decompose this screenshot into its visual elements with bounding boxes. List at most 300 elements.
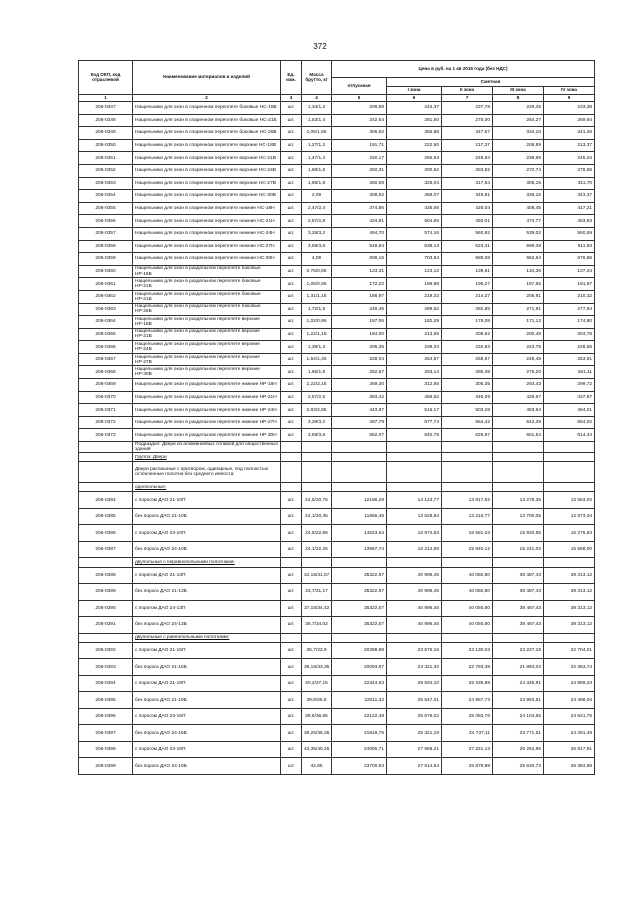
zone2-price-cell: 564,42 <box>442 416 493 429</box>
unit-cell: шт. <box>281 215 302 228</box>
release-price-cell: 22344,63 <box>332 675 387 692</box>
mass-cell: 1,38/1,3 <box>302 341 332 354</box>
unit-cell: шт. <box>281 139 302 152</box>
zone3-price-cell: 264,27 <box>493 114 544 127</box>
mass-cell: 3,69/3,6 <box>302 240 332 253</box>
name-cell: Нащельники для окон в спаренном переплете нижние НС-21Н <box>133 215 281 228</box>
zone4-price-cell: 24 281,49 <box>544 725 595 742</box>
release-price-cell: 23700,83 <box>332 758 387 775</box>
unit-cell: шт. <box>281 600 302 617</box>
unit-cell: шт. <box>281 725 302 742</box>
zone4-price-cell: 213,37 <box>544 139 595 152</box>
section-empty-cell <box>442 453 493 462</box>
zone1-price-cell: 255,53 <box>387 152 442 165</box>
unit-cell: шт. <box>281 316 302 329</box>
zone1-price-cell: 219,33 <box>387 290 442 303</box>
code-cell: 206-0366 <box>79 341 133 354</box>
table-row <box>79 508 595 525</box>
zone1-price-cell: 25 934,10 <box>387 675 442 692</box>
unit-cell: шт. <box>281 253 302 266</box>
table-body <box>79 102 595 775</box>
zone3-price-cell: 542,39 <box>493 416 544 429</box>
zone4-price-cell: 417,21 <box>544 202 595 215</box>
name-cell: Нащельники для окон в раздельном переплете боковые НР-18Б <box>133 265 281 278</box>
code-cell: 206-0349 <box>79 127 133 140</box>
zone4-price-cell: 614,44 <box>544 429 595 442</box>
zone2-price-cell: 283,82 <box>442 164 493 177</box>
mass-cell: 1,05/0,95 <box>302 278 332 291</box>
zone1-price-cell: 238,33 <box>387 341 442 354</box>
release-price-cell: 269,30 <box>332 379 387 392</box>
section-empty-cell <box>332 442 387 453</box>
mass-cell: 2,87/2,8 <box>302 215 332 228</box>
release-price-cell: 228,04 <box>332 353 387 366</box>
zone2-price-cell: 446,09 <box>442 391 493 404</box>
header-mass: Масса брутто, кг <box>302 61 332 95</box>
zone3-price-cell: 271,81 <box>493 303 544 316</box>
mass-cell: 1,68/1,6 <box>302 164 332 177</box>
zone2-price-cell: 13 817,52 <box>442 492 493 509</box>
section-empty-cell <box>493 483 544 492</box>
code-cell: 206-0373 <box>79 429 133 442</box>
code-cell: 206-0391 <box>79 617 133 634</box>
mass-cell: 39,25/36,35 <box>302 725 332 742</box>
zone3-price-cell: 187,65 <box>493 278 544 291</box>
zone3-price-cell: 539,02 <box>493 227 544 240</box>
zone4-price-cell: 269,94 <box>544 114 595 127</box>
section-code-cell <box>79 453 133 462</box>
section-empty-cell <box>544 442 595 453</box>
zone4-price-cell: 494,01 <box>544 404 595 417</box>
name-cell: с порогом ДАО 24-19П <box>133 741 281 758</box>
code-cell: 206-0389 <box>79 584 133 601</box>
zone3-price-cell: 38 487,43 <box>493 567 544 584</box>
zone2-price-cell: 232,83 <box>442 341 493 354</box>
zone1-price-cell: 40 996,45 <box>387 600 442 617</box>
code-cell: 206-0365 <box>79 328 133 341</box>
name-cell: Нащельники для окон в раздельном переплете нижние НР-18Н <box>133 379 281 392</box>
table-row <box>79 692 595 709</box>
zone2-price-cell: 493,01 <box>442 215 493 228</box>
name-cell: с порогом ДАО 21-10П <box>133 492 281 509</box>
release-price-cell: 552,07 <box>332 429 387 442</box>
zone3-price-cell: 38 487,43 <box>493 600 544 617</box>
unit-cell: шт. <box>281 584 302 601</box>
zone3-price-cell: 208,89 <box>493 139 544 152</box>
section-empty-cell <box>544 483 595 492</box>
code-cell: 206-0399 <box>79 758 133 775</box>
mass-cell: 3,29/3,2 <box>302 416 332 429</box>
name-cell: с порогом ДАО 24-15П <box>133 708 281 725</box>
unit-cell: шт. <box>281 227 302 240</box>
mass-cell: 22,5/20,75 <box>302 492 332 509</box>
zone3-price-cell: 15 241,02 <box>493 541 544 558</box>
zone1-price-cell: 290,52 <box>387 164 442 177</box>
section-row <box>79 453 595 462</box>
unit-cell: шт. <box>281 102 302 115</box>
header-col-number: 8 <box>493 95 544 102</box>
zone1-price-cell: 25 547,01 <box>387 692 442 709</box>
zone1-price-cell: 293,14 <box>387 366 442 379</box>
zone1-price-cell: 23 321,32 <box>387 659 442 676</box>
unit-cell: шт. <box>281 127 302 140</box>
unit-cell: шт. <box>281 675 302 692</box>
section-code-cell <box>79 558 133 567</box>
zone1-price-cell: 27 968,21 <box>387 741 442 758</box>
section-empty-cell <box>387 453 442 462</box>
section-empty-cell <box>544 558 595 567</box>
unit-cell: шт. <box>281 416 302 429</box>
unit-cell: шт. <box>281 567 302 584</box>
zone4-price-cell: 39 313,12 <box>544 600 595 617</box>
code-cell: 206-0372 <box>79 416 133 429</box>
zone3-price-cell: 239,89 <box>493 152 544 165</box>
name-cell: Нащельники для окон в спаренном переплете верхние НС-18В <box>133 139 281 152</box>
section-empty-cell <box>332 453 387 462</box>
code-cell: 206-0356 <box>79 215 133 228</box>
zone4-price-cell: 24 621,75 <box>544 708 595 725</box>
table-row <box>79 416 595 429</box>
zone1-price-cell: 504,65 <box>387 215 442 228</box>
unit-cell: шт. <box>281 708 302 725</box>
section-empty-cell <box>442 442 493 453</box>
zone3-price-cell: 336,16 <box>493 190 544 203</box>
name-cell: Нащельники для окон в раздельном переплете верхние НР-30В <box>133 366 281 379</box>
mass-cell: 39,6/36,6 <box>302 692 332 709</box>
code-cell: 206-0370 <box>79 391 133 404</box>
name-cell: без порога ДАО 21-13Б <box>133 584 281 601</box>
release-price-cell: 250,31 <box>332 164 387 177</box>
zone3-price-cell: 200,48 <box>493 328 544 341</box>
zone1-price-cell: 640,75 <box>387 429 442 442</box>
zone3-price-cell: 293,43 <box>493 379 544 392</box>
zone4-price-cell: 15 568,00 <box>544 541 595 558</box>
section-empty-cell <box>387 633 442 642</box>
code-cell: 206-0361 <box>79 278 133 291</box>
code-cell: 206-0354 <box>79 190 133 203</box>
mass-cell: 3,28/3,2 <box>302 227 332 240</box>
table-row <box>79 102 595 115</box>
zone4-price-cell: 277,64 <box>544 303 595 316</box>
zone3-price-cell: 408,45 <box>493 202 544 215</box>
code-cell: 206-0384 <box>79 492 133 509</box>
zone2-price-cell: 349,81 <box>442 190 493 203</box>
zone2-price-cell: 13 216,77 <box>442 508 493 525</box>
table-row <box>79 278 595 291</box>
code-cell: 206-0367 <box>79 353 133 366</box>
code-cell: 206-0388 <box>79 567 133 584</box>
zone4-price-cell: 174,80 <box>544 316 595 329</box>
zone2-price-cell: 237,78 <box>442 102 493 115</box>
release-price-cell: 393,42 <box>332 391 387 404</box>
header-release: отпускная <box>332 78 387 95</box>
code-cell: 206-0359 <box>79 253 133 266</box>
table-row <box>79 600 595 617</box>
header-col-number: 5 <box>332 95 387 102</box>
mass-cell: 1,22/1,15 <box>302 328 332 341</box>
release-price-cell: 306,62 <box>332 127 387 140</box>
zone4-price-cell: 299,72 <box>544 379 595 392</box>
zone1-price-cell: 289,52 <box>387 303 442 316</box>
unit-cell: шт. <box>281 290 302 303</box>
release-price-cell: 220,17 <box>332 152 387 165</box>
zone4-price-cell: 22 704,01 <box>544 642 595 659</box>
zone2-price-cell: 275,00 <box>442 114 493 127</box>
unit-cell: шт. <box>281 190 302 203</box>
unit-cell: шт. <box>281 692 302 709</box>
release-price-cell: 549,84 <box>332 240 387 253</box>
section-empty-cell <box>544 633 595 642</box>
zone1-price-cell: 143,12 <box>387 265 442 278</box>
section-row <box>79 558 595 567</box>
release-price-cell: 252,57 <box>332 366 387 379</box>
code-cell: 206-0395 <box>79 692 133 709</box>
zone2-price-cell: 258,57 <box>442 353 493 366</box>
release-price-cell: 22011,32 <box>332 692 387 709</box>
release-price-cell: 188,97 <box>332 290 387 303</box>
code-cell: 206-0360 <box>79 265 133 278</box>
zone1-price-cell: 27 514,64 <box>387 758 442 775</box>
zone2-price-cell: 15 840,12 <box>442 541 493 558</box>
name-cell: Нащельники для окон в спаренном переплете боковые НС-28Б <box>133 127 281 140</box>
zone2-price-cell: 217,37 <box>442 139 493 152</box>
section-code-cell <box>79 442 133 453</box>
mass-cell: 1,72/1,5 <box>302 303 332 316</box>
header-col-number: 3 <box>281 95 302 102</box>
section-empty-cell <box>302 453 332 462</box>
zone1-price-cell: 358,07 <box>387 190 442 203</box>
zone2-price-cell: 249,64 <box>442 152 493 165</box>
zone4-price-cell: 26 384,88 <box>544 758 595 775</box>
unit-cell: шт. <box>281 278 302 291</box>
section-empty-cell <box>442 483 493 492</box>
zone1-price-cell: 16 214,59 <box>387 541 442 558</box>
zone2-price-cell: 623,41 <box>442 240 493 253</box>
unit-cell: шт. <box>281 164 302 177</box>
release-price-cell: 172,22 <box>332 278 387 291</box>
name-cell: без порога ДАО 21-10Б <box>133 508 281 525</box>
section-title: двупольные с равнопольными полотнами: <box>133 633 281 642</box>
section-code-cell <box>79 633 133 642</box>
code-cell: 206-0397 <box>79 725 133 742</box>
name-cell: без порога ДАО 24-10Б <box>133 541 281 558</box>
code-cell: 206-0364 <box>79 316 133 329</box>
table-row <box>79 492 595 509</box>
header-name: Наименование материалов и изделий <box>133 61 281 95</box>
zone4-price-cell: 137,24 <box>544 265 595 278</box>
table-row <box>79 429 595 442</box>
release-price-cell: 494,70 <box>332 227 387 240</box>
release-price-cell: 13967,74 <box>332 541 387 558</box>
section-empty-cell <box>281 462 302 483</box>
code-cell: 206-0363 <box>79 303 133 316</box>
zone4-price-cell: 13 563,02 <box>544 492 595 509</box>
zone2-price-cell: 347,67 <box>442 127 493 140</box>
section-empty-cell <box>302 442 332 453</box>
mass-cell: 36,7/34,02 <box>302 617 332 634</box>
zone4-price-cell: 22 363,74 <box>544 659 595 676</box>
mass-cell: 2,05/1,85 <box>302 127 332 140</box>
header-col-number: 9 <box>544 95 595 102</box>
release-price-cell: 497,79 <box>332 416 387 429</box>
unit-cell: шт. <box>281 492 302 509</box>
release-price-cell: 22122,48 <box>332 708 387 725</box>
section-code-cell <box>79 462 133 483</box>
zone4-price-cell: 311,70 <box>544 177 595 190</box>
zone1-price-cell: 25 676,02 <box>387 708 442 725</box>
table-row <box>79 617 595 634</box>
unit-cell: шт. <box>281 617 302 634</box>
zone1-price-cell: 16 972,53 <box>387 525 442 542</box>
table-row <box>79 341 595 354</box>
unit-cell: шт. <box>281 152 302 165</box>
zone2-price-cell: 40 050,80 <box>442 584 493 601</box>
section-empty-cell <box>544 462 595 483</box>
zone4-price-cell: 278,58 <box>544 164 595 177</box>
table-row <box>79 379 595 392</box>
table-row <box>79 758 595 775</box>
release-price-cell: 157,06 <box>332 316 387 329</box>
unit-cell: шт. <box>281 429 302 442</box>
section-empty-cell <box>387 483 442 492</box>
table-row <box>79 316 595 329</box>
table-row <box>79 127 595 140</box>
zone1-price-cell: 325,04 <box>387 177 442 190</box>
header-col-number: 4 <box>302 95 332 102</box>
table-row <box>79 227 595 240</box>
release-price-cell: 35322,57 <box>332 617 387 634</box>
release-price-cell: 374,86 <box>332 202 387 215</box>
zone3-price-cell: 23 771,51 <box>493 725 544 742</box>
unit-cell: шт. <box>281 114 302 127</box>
zone3-price-cell: 248,48 <box>493 353 544 366</box>
release-price-cell: 280,08 <box>332 177 387 190</box>
code-cell: 206-0386 <box>79 525 133 542</box>
table-row <box>79 253 595 266</box>
unit-cell: шт. <box>281 240 302 253</box>
zone3-price-cell: 24 104,65 <box>493 708 544 725</box>
table-row <box>79 177 595 190</box>
code-cell: 206-0353 <box>79 177 133 190</box>
table-row <box>79 642 595 659</box>
table-row <box>79 114 595 127</box>
zone2-price-cell: 208,62 <box>442 328 493 341</box>
zone3-price-cell: 272,74 <box>493 164 544 177</box>
zone3-price-cell: 229,45 <box>493 102 544 115</box>
zone4-price-cell: 437,87 <box>544 391 595 404</box>
table-row <box>79 708 595 725</box>
code-cell: 206-0351 <box>79 152 133 165</box>
release-price-cell: 12186,28 <box>332 492 387 509</box>
name-cell: Нащельники для окон в раздельном переплете нижние НР-30Н <box>133 429 281 442</box>
release-price-cell: 11656,45 <box>332 508 387 525</box>
section-empty-cell <box>442 462 493 483</box>
header-col-number: 6 <box>387 95 442 102</box>
section-empty-cell <box>281 633 302 642</box>
zone3-price-cell: 601,54 <box>493 429 544 442</box>
zone4-price-cell: 245,04 <box>544 152 595 165</box>
zone1-price-cell: 638,13 <box>387 240 442 253</box>
mass-cell: 1,02/0,95 <box>302 316 332 329</box>
code-cell: 206-0394 <box>79 675 133 692</box>
zone2-price-cell: 214,27 <box>442 290 493 303</box>
section-empty-cell <box>493 453 544 462</box>
table-row <box>79 659 595 676</box>
zone2-price-cell: 16 581,03 <box>442 525 493 542</box>
zone3-price-cell: 473,77 <box>493 215 544 228</box>
mass-cell: 1,47/1,4 <box>302 152 332 165</box>
zone4-price-cell: 483,93 <box>544 215 595 228</box>
name-cell: Нащельники для окон в спаренном переплете верхние НС-30В <box>133 190 281 203</box>
name-cell: с порогом ДАО 24-10П <box>133 525 281 542</box>
zone4-price-cell: 281,11 <box>544 366 595 379</box>
zone4-price-cell: 676,86 <box>544 253 595 266</box>
section-empty-cell <box>302 462 332 483</box>
code-cell: 206-0350 <box>79 139 133 152</box>
zone2-price-cell: 689,08 <box>442 253 493 266</box>
zone3-price-cell: 38 487,43 <box>493 584 544 601</box>
section-row <box>79 462 595 483</box>
zone1-price-cell: 577,74 <box>387 416 442 429</box>
name-cell: Нащельники для окон в раздельном переплете боковые НР-21Б <box>133 290 281 303</box>
zone4-price-cell: 550,59 <box>544 227 595 240</box>
table-row <box>79 215 595 228</box>
name-cell: с порогом ДАО 21-19П <box>133 675 281 692</box>
release-price-cell: 14623,54 <box>332 525 387 542</box>
name-cell: Нащельники для окон в спаренном переплете нижние НС-27Н <box>133 240 281 253</box>
zone1-price-cell: 199,89 <box>387 278 442 291</box>
release-price-cell: 249,45 <box>332 303 387 316</box>
section-empty-cell <box>493 462 544 483</box>
table-row <box>79 741 595 758</box>
zone2-price-cell: 24 737,11 <box>442 725 493 742</box>
header-price: Цена в руб. на 1 кв 2015 года (без НДС) <box>332 61 595 78</box>
zone2-price-cell: 560,92 <box>442 227 493 240</box>
zone2-price-cell: 305,35 <box>442 379 493 392</box>
code-cell: 206-0387 <box>79 541 133 558</box>
code-cell: 206-0347 <box>79 102 133 115</box>
section-title: двупольные с неравнопольными полотнами: <box>133 558 281 567</box>
section-empty-cell <box>493 442 544 453</box>
release-price-cell: 35322,57 <box>332 584 387 601</box>
unit-cell: шт. <box>281 366 302 379</box>
zone4-price-cell: 26 817,91 <box>544 741 595 758</box>
mass-cell: 1,89/1,8 <box>302 177 332 190</box>
zone3-price-cell: 599,08 <box>493 240 544 253</box>
zone1-price-cell: 23 676,16 <box>387 642 442 659</box>
zone3-price-cell: 483,64 <box>493 404 544 417</box>
section-empty-cell <box>493 633 544 642</box>
mass-cell: 43,35/40,25 <box>302 741 332 758</box>
table-row <box>79 725 595 742</box>
zone1-price-cell: 703,84 <box>387 253 442 266</box>
zone1-price-cell: 40 996,45 <box>387 584 442 601</box>
table-row <box>79 328 595 341</box>
zone2-price-cell: 24 957,73 <box>442 692 493 709</box>
mass-cell: 4,09 <box>302 253 332 266</box>
zone2-price-cell: 503,28 <box>442 404 493 417</box>
mass-cell: 22,1/20,35 <box>302 508 332 525</box>
zone3-price-cell: 24 346,91 <box>493 675 544 692</box>
section-empty-cell <box>302 558 332 567</box>
zone3-price-cell: 223,75 <box>493 341 544 354</box>
release-price-cell: 606,15 <box>332 253 387 266</box>
release-price-cell: 35322,57 <box>332 567 387 584</box>
header-unit: Ед. изм. <box>281 61 302 95</box>
code-cell: 206-0392 <box>79 642 133 659</box>
mass-cell: 33,7/31,17 <box>302 584 332 601</box>
section-title: Группа: Двери <box>133 453 281 462</box>
